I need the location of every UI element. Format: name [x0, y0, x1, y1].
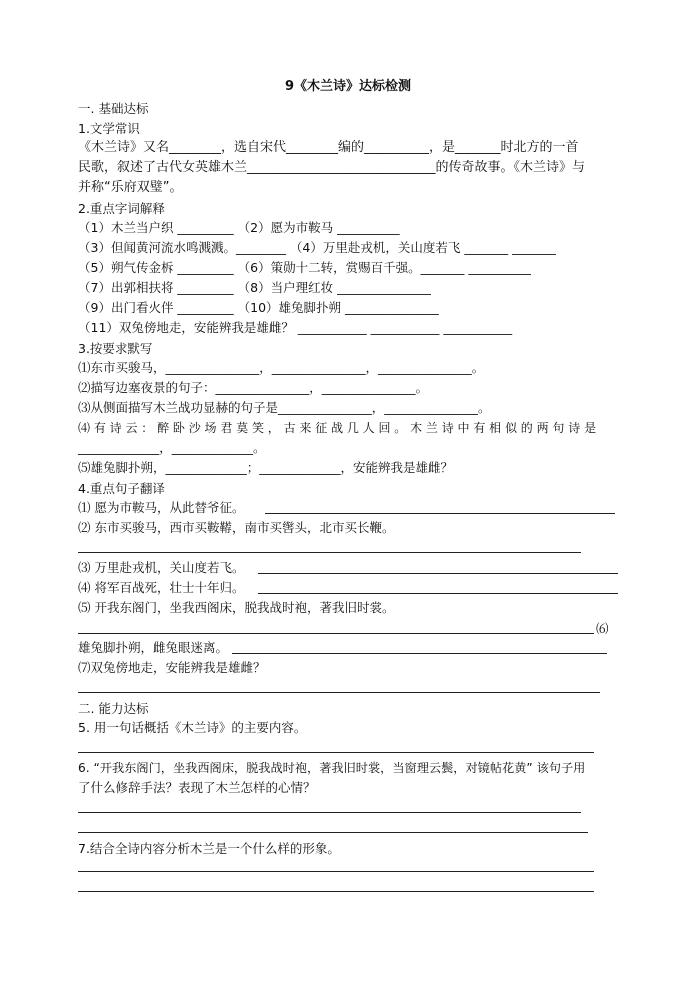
- page-title: 9《木兰诗》达标检测: [284, 79, 412, 94]
- q3-row: ⑴东市买骏马，_______________，_______________，_______________。: [78, 360, 485, 375]
- q4-sentence-6: 雄兔脚扑朔，雌兔眼迷离。: [78, 640, 229, 655]
- answer-line: [78, 552, 581, 553]
- q6-prompt-line-1: 6. “开我东阁门，坐我西阁床，脱我战时袍，著我旧时裳，当窗理云鬓，对镜帖花黄” 该句子用: [78, 761, 586, 775]
- q2-row: （5）朔气传金柝 _________ （6）策勋十二转，赏赐百千强。_______ __________: [78, 260, 531, 275]
- q2-row: （9）出门看火伴 _________ （10）雄兔脚扑朔 _______________: [78, 300, 439, 315]
- q6-prompt-line-2: 了什么修辞手法？表现了木兰怎样的心情？: [78, 780, 316, 795]
- q3-row: ⑶从侧面描写木兰战功显赫的句子是_______________，_______________。: [78, 400, 491, 415]
- q4-sentence-6-number: ⑹: [596, 621, 609, 636]
- answer-line: [78, 692, 600, 693]
- answer-line: [78, 832, 588, 833]
- q2-row: （11）双兔傍地走，安能辨我是雄雌？ ___________ ___________ ___________: [78, 320, 513, 335]
- q1-heading: 1.文学常识: [78, 121, 140, 136]
- answer-line: [78, 891, 594, 892]
- q1-line-1: 《木兰诗》又名________，选自宋代________编的__________，是_______时北方的一首: [78, 140, 579, 155]
- answer-line: [232, 653, 607, 654]
- answer-line: [78, 633, 594, 634]
- answer-line: [78, 752, 594, 753]
- q4-sentence-5: ⑸ 开我东阁门，坐我西阁床，脱我战时袍，著我旧时裳。: [78, 600, 395, 615]
- q5-prompt: 5. 用一句话概括《木兰诗》的主要内容。: [78, 720, 307, 735]
- q3-row: ⑸雄兔脚扑朔，_____________；_____________，安能辨我是雄雌？: [78, 460, 454, 475]
- q3-heading: 3.按要求默写: [78, 341, 153, 356]
- q1-line-3: 并称“乐府双璧”。: [78, 180, 183, 195]
- section-basic-heading: 一. 基础达标: [78, 101, 149, 116]
- answer-line: [258, 573, 618, 574]
- q2-row: （1）木兰当户织 _________ （2）愿为市鞍马 __________: [78, 220, 400, 235]
- answer-line: [78, 871, 594, 872]
- q3-row: ⑵描写边塞夜景的句子：_______________，_______________。: [78, 380, 429, 395]
- q3-row: ⑷ 有 诗 云 ： 醉 卧 沙 场 君 莫 笑 ， 古 来 征 战 几 人 回 。 木 兰 诗 中 有 相 似 的 两 句 诗 是: [78, 421, 597, 435]
- q2-heading: 2.重点字词解释: [78, 201, 165, 216]
- q4-sentence-1: ⑴ 愿为市鞍马，从此替爷征。: [78, 500, 245, 515]
- q3-row: _____________，_____________。: [78, 440, 266, 455]
- q2-row: （3）但闻黄河流水鸣溅溅。________ （4）万里赴戎机，关山度若飞 _______ _______: [78, 240, 556, 255]
- q4-sentence-7: ⑺双兔傍地走，安能辨我是雄雌？: [78, 660, 266, 675]
- section-ability-heading: 二. 能力达标: [78, 701, 149, 716]
- q4-sentence-3: ⑶ 万里赴戎机，关山度若飞。: [78, 560, 245, 575]
- answer-line: [258, 593, 618, 594]
- q7-prompt: 7.结合全诗内容分析木兰是一个什么样的形象。: [78, 841, 340, 856]
- q4-sentence-4: ⑷ 将军百战死，壮士十年归。: [78, 580, 245, 595]
- q1-line-2: 民歌，叙述了古代女英雄木兰_____________________________的传奇故事。《木兰诗》与: [78, 160, 586, 175]
- q4-heading: 4.重点句子翻译: [78, 481, 165, 496]
- q4-sentence-2: ⑵ 东市买骏马，西市买鞍鞯，南市买辔头，北市买长鞭。: [78, 520, 395, 535]
- answer-line: [78, 812, 581, 813]
- q2-row: （7）出郭相扶将 _________ （8）当户理红妆 _______________: [78, 280, 431, 295]
- answer-line: [265, 513, 615, 514]
